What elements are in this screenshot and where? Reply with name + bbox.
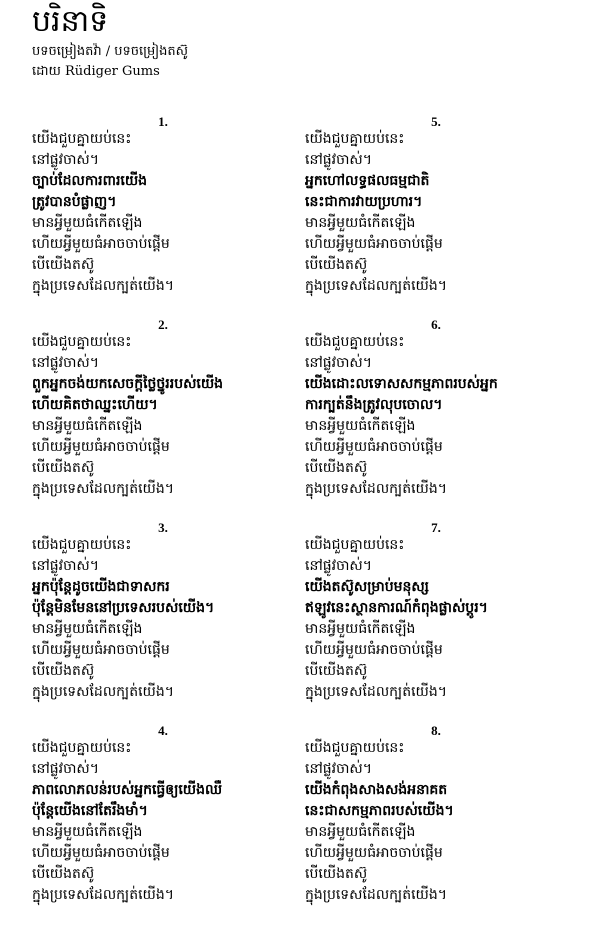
verse-line: យើងជួបគ្នាយប់នេះ xyxy=(32,537,132,553)
subtitle: បទចម្រៀងតវ៉ា / បទចម្រៀងតស៊ូ xyxy=(32,44,189,59)
verse-line: បើយើងតស៊ូ xyxy=(32,460,95,476)
verse-line: បើយើងតស៊ូ xyxy=(305,460,368,476)
verse-number: 3. xyxy=(158,520,168,535)
verse-line: ហើយអ្វីមួយធំអាចចាប់ផ្តើម xyxy=(305,845,443,861)
verse-line: នៅផ្លូវចាស់។ xyxy=(32,761,99,777)
verse-line: ហើយអ្វីមួយធំអាចចាប់ផ្តើម xyxy=(32,642,170,658)
verse-line: ក្នុងប្រទេសដែលក្បត់យើង។ xyxy=(305,278,447,294)
verse-number: 6. xyxy=(431,317,441,332)
verse-line: ការក្បត់នឹងត្រូវលុបចោល។ xyxy=(305,397,443,413)
verse-line: នៅផ្លូវចាស់។ xyxy=(305,761,372,777)
verse-line: ឥឡូវនេះស្ថានការណ៍កំពុងផ្លាស់ប្តូរ។ xyxy=(305,600,488,616)
verse-number: 4. xyxy=(158,723,168,738)
verse-line: ក្នុងប្រទេសដែលក្បត់យើង។ xyxy=(305,887,447,903)
verse-line: ក្នុងប្រទេសដែលក្បត់យើង។ xyxy=(32,481,174,497)
verse-line: ក្នុងប្រទេសដែលក្បត់យើង។ xyxy=(32,887,174,903)
verse-line: យើងជួបគ្នាយប់នេះ xyxy=(32,131,132,147)
verse-line: មានអ្វីមួយធំកើតឡើង xyxy=(305,418,416,434)
verse-2 xyxy=(32,318,294,500)
verse-line: ក្នុងប្រទេសដែលក្បត់យើង។ xyxy=(305,684,447,700)
verse-number: 7. xyxy=(431,520,441,535)
verse-line: អ្នកប៉ុន្តែដូចយើងជាទាសករ xyxy=(32,579,170,595)
verse-line: ហើយអ្វីមួយធំអាចចាប់ផ្តើម xyxy=(32,236,170,252)
verse-line: យើងជួបគ្នាយប់នេះ xyxy=(32,334,132,350)
verse-line: យើងជួបគ្នាយប់នេះ xyxy=(305,131,405,147)
verse-line: ហើយអ្វីមួយធំអាចចាប់ផ្តើម xyxy=(32,845,170,861)
verse-line: ពួកអ្នកចង់យកសេចក្តីថ្លៃថ្នូររបស់យើង xyxy=(32,376,224,392)
verse-line: នៅផ្លូវចាស់។ xyxy=(32,152,99,168)
verse-4 xyxy=(32,724,294,906)
verse-line: នៅផ្លូវចាស់។ xyxy=(32,558,99,574)
verse-line: យើងតស៊ូសម្រាប់មនុស្ស xyxy=(305,579,429,595)
verse-line: បើយើងតស៊ូ xyxy=(32,866,95,882)
verse-5 xyxy=(305,115,567,297)
verse-line: នៅផ្លូវចាស់។ xyxy=(305,558,372,574)
verse-line: ហើយអ្វីមួយធំអាចចាប់ផ្តើម xyxy=(305,439,443,455)
verse-line: ហើយអ្វីមួយធំអាចចាប់ផ្តើម xyxy=(305,642,443,658)
verse-line: មានអ្វីមួយធំកើតឡើង xyxy=(32,621,143,637)
verse-line: ច្បាប់ដែលការពារយើង xyxy=(32,173,148,189)
verse-line: យើងកំពុងសាងសង់អនាគត xyxy=(305,782,448,798)
verse-line: បើយើងតស៊ូ xyxy=(32,663,95,679)
verse-line: យើងជួបគ្នាយប់នេះ xyxy=(32,740,132,756)
verse-line: យើងជួបគ្នាយប់នេះ xyxy=(305,334,405,350)
verse-line: អ្នកហៅលទ្ធផលធម្មជាតិ xyxy=(305,173,430,189)
author-line: ដោយ Rüdiger Gums xyxy=(32,64,160,79)
verse-line: ប៉ុន្តែមិនមែននៅប្រទេសរបស់យើង។ xyxy=(32,600,215,616)
verse-line: មានអ្វីមួយធំកើតឡើង xyxy=(305,621,416,637)
verse-line: នៅផ្លូវចាស់។ xyxy=(305,152,372,168)
verse-number: 8. xyxy=(431,723,441,738)
verse-line: ត្រូវបានបំផ្លាញ។ xyxy=(32,194,117,210)
verse-line: ក្នុងប្រទេសដែលក្បត់យើង។ xyxy=(32,278,174,294)
verse-1 xyxy=(32,115,294,297)
verse-line: ហើយគិតថាឈ្នះហើយ។ xyxy=(32,397,158,413)
verse-line: បើយើងតស៊ូ xyxy=(32,257,95,273)
verse-line: នេះជាសកម្មភាពរបស់យើង។ xyxy=(305,803,454,819)
verse-6 xyxy=(305,318,567,500)
verse-line: មានអ្វីមួយធំកើតឡើង xyxy=(305,824,416,840)
verse-line: មានអ្វីមួយធំកើតឡើង xyxy=(32,824,143,840)
verse-line: នៅផ្លូវចាស់។ xyxy=(305,355,372,371)
verse-line: យើងដោះលទោសសកម្មភាពរបស់អ្នក xyxy=(305,376,498,392)
verse-line: បើយើងតស៊ូ xyxy=(305,663,368,679)
verse-line: ក្នុងប្រទេសដែលក្បត់យើង។ xyxy=(32,684,174,700)
verse-line: បើយើងតស៊ូ xyxy=(305,866,368,882)
verse-line: មានអ្វីមួយធំកើតឡើង xyxy=(305,215,416,231)
verse-8 xyxy=(305,724,567,906)
page-title: បរិនាទិ xyxy=(32,4,109,39)
verse-line: ហើយអ្វីមួយធំអាចចាប់ផ្តើម xyxy=(305,236,443,252)
verse-line: នៅផ្លូវចាស់។ xyxy=(32,355,99,371)
verse-line: នេះជាការវាយប្រហារ។ xyxy=(305,194,423,210)
verse-line: ក្នុងប្រទេសដែលក្បត់យើង។ xyxy=(305,481,447,497)
verse-7 xyxy=(305,521,567,703)
verse-line: ប៉ុន្តែយើងនៅតែរឹងមាំ។ xyxy=(32,803,148,819)
verse-3 xyxy=(32,521,294,703)
verse-line: យើងជួបគ្នាយប់នេះ xyxy=(305,537,405,553)
verse-line: ភាពលោភលន់របស់អ្នកធ្វើឲ្យយើងឈឺ xyxy=(32,782,223,798)
verse-line: យើងជួបគ្នាយប់នេះ xyxy=(305,740,405,756)
verse-line: មានអ្វីមួយធំកើតឡើង xyxy=(32,215,143,231)
verse-line: ហើយអ្វីមួយធំអាចចាប់ផ្តើម xyxy=(32,439,170,455)
verse-number: 5. xyxy=(431,114,441,129)
verse-line: បើយើងតស៊ូ xyxy=(305,257,368,273)
verse-line: មានអ្វីមួយធំកើតឡើង xyxy=(32,418,143,434)
verse-number: 1. xyxy=(158,114,168,129)
verse-number: 2. xyxy=(158,317,168,332)
